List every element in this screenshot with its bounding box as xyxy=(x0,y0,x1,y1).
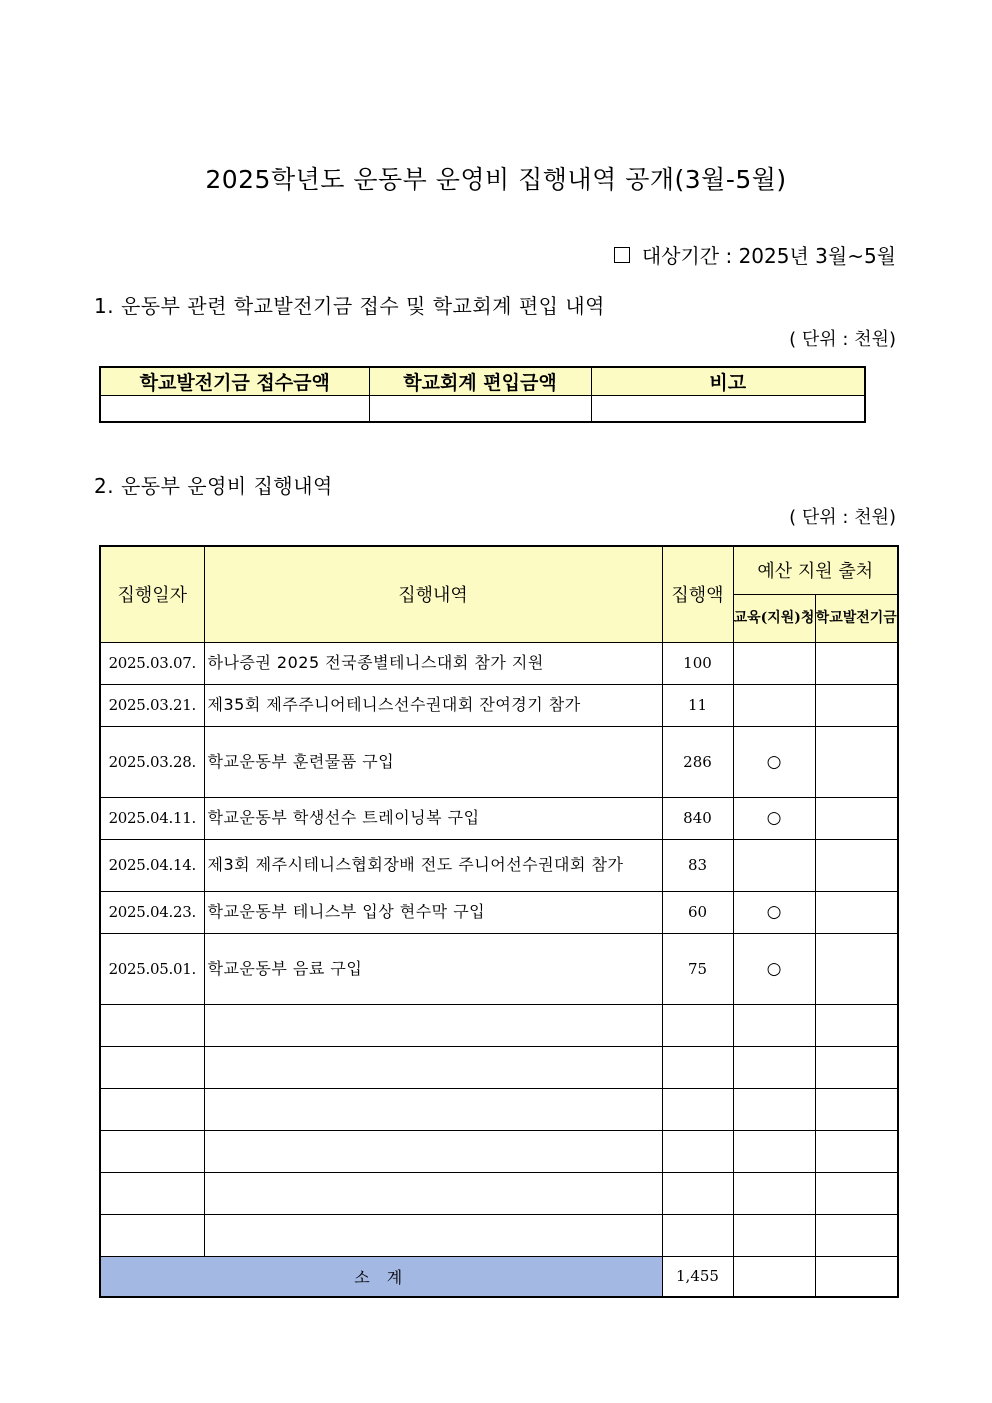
row-date: 2025.04.14. xyxy=(100,839,204,891)
row-desc: 제3회 제주시테니스협회장배 전도 주니어선수권대회 참가 xyxy=(204,839,662,891)
section1-unit: ( 단위 : 천원) xyxy=(789,329,896,350)
section2-heading: 2. 운동부 운영비 집행내역 xyxy=(94,474,333,498)
table-row xyxy=(100,839,898,891)
section2-unit: ( 단위 : 천원) xyxy=(789,507,896,528)
row-edu-mark xyxy=(733,684,815,726)
row-amount: 286 xyxy=(662,726,733,797)
row-amount: 100 xyxy=(662,642,733,684)
empty-row xyxy=(100,1088,898,1130)
row-fund-mark xyxy=(815,797,898,839)
row-fund-mark xyxy=(815,891,898,933)
row-edu-mark xyxy=(733,642,815,684)
row-fund-mark xyxy=(815,839,898,891)
row-fund-mark xyxy=(815,684,898,726)
fund-table xyxy=(99,366,866,423)
row-fund-mark xyxy=(815,933,898,1004)
row-amount: 60 xyxy=(662,891,733,933)
period-line xyxy=(614,240,896,269)
empty-row xyxy=(100,1172,898,1214)
total-amount: 1,455 xyxy=(662,1256,733,1297)
row-fund-mark xyxy=(815,642,898,684)
total-label: 소 계 xyxy=(100,1256,662,1297)
fund-transferred-cell xyxy=(369,396,591,423)
row-edu-mark: ○ xyxy=(733,797,815,839)
school-fund-header: 학교발전기금 xyxy=(815,594,898,642)
row-date: 2025.04.23. xyxy=(100,891,204,933)
fund-received-cell xyxy=(100,396,369,423)
fund-received-header: 학교발전기금 접수금액 xyxy=(100,367,369,396)
amount-header: 집행액 xyxy=(662,546,733,642)
fund-transferred-header: 학교회계 편입금액 xyxy=(369,367,591,396)
empty-row xyxy=(100,1046,898,1088)
row-desc: 학교운동부 훈련물품 구입 xyxy=(204,726,662,797)
row-desc: 하나증권 2025 전국종별테니스대회 참가 지원 xyxy=(204,642,662,684)
row-desc: 학교운동부 학생선수 트레이닝복 구입 xyxy=(204,797,662,839)
empty-row xyxy=(100,1214,898,1256)
row-amount: 11 xyxy=(662,684,733,726)
row-edu-mark xyxy=(733,839,815,891)
table-row xyxy=(100,642,898,684)
row-date: 2025.03.07. xyxy=(100,642,204,684)
row-date: 2025.03.28. xyxy=(100,726,204,797)
empty-row xyxy=(100,1130,898,1172)
row-edu-mark: ○ xyxy=(733,891,815,933)
row-amount: 75 xyxy=(662,933,733,1004)
remarks-header: 비고 xyxy=(591,367,865,396)
row-date: 2025.04.11. xyxy=(100,797,204,839)
row-fund-mark xyxy=(815,726,898,797)
row-edu-mark: ○ xyxy=(733,933,815,1004)
row-amount: 840 xyxy=(662,797,733,839)
row-desc: 제35회 제주주니어테니스선수권대회 잔여경기 참가 xyxy=(204,684,662,726)
table-row xyxy=(100,933,898,1004)
row-desc: 학교운동부 테니스부 입상 현수막 구입 xyxy=(204,891,662,933)
table-row xyxy=(100,891,898,933)
remarks-cell xyxy=(591,396,865,423)
checkbox-square-icon xyxy=(614,247,630,263)
edu-office-header: 교육(지원)청 xyxy=(733,594,815,642)
row-edu-mark: ○ xyxy=(733,726,815,797)
row-amount: 83 xyxy=(662,839,733,891)
table-row xyxy=(100,797,898,839)
section1-heading: 1. 운동부 관련 학교발전기금 접수 및 학교회계 편입 내역 xyxy=(94,294,605,318)
row-date: 2025.05.01. xyxy=(100,933,204,1004)
desc-header: 집행내역 xyxy=(204,546,662,642)
row-date: 2025.03.21. xyxy=(100,684,204,726)
period-text: 대상기간 : 2025년 3월~5월 xyxy=(641,244,896,268)
table-row xyxy=(100,684,898,726)
date-header: 집행일자 xyxy=(100,546,204,642)
row-desc: 학교운동부 음료 구입 xyxy=(204,933,662,1004)
total-fund-cell xyxy=(815,1256,898,1297)
total-edu-cell xyxy=(733,1256,815,1297)
empty-row xyxy=(100,1004,898,1046)
total-row xyxy=(100,1256,898,1297)
table-row xyxy=(100,726,898,797)
expense-table xyxy=(99,545,899,1298)
source-header: 예산 지원 출처 xyxy=(733,546,898,594)
page-title: 2025학년도 운동부 운영비 집행내역 공개(3월-5월) xyxy=(205,165,787,194)
